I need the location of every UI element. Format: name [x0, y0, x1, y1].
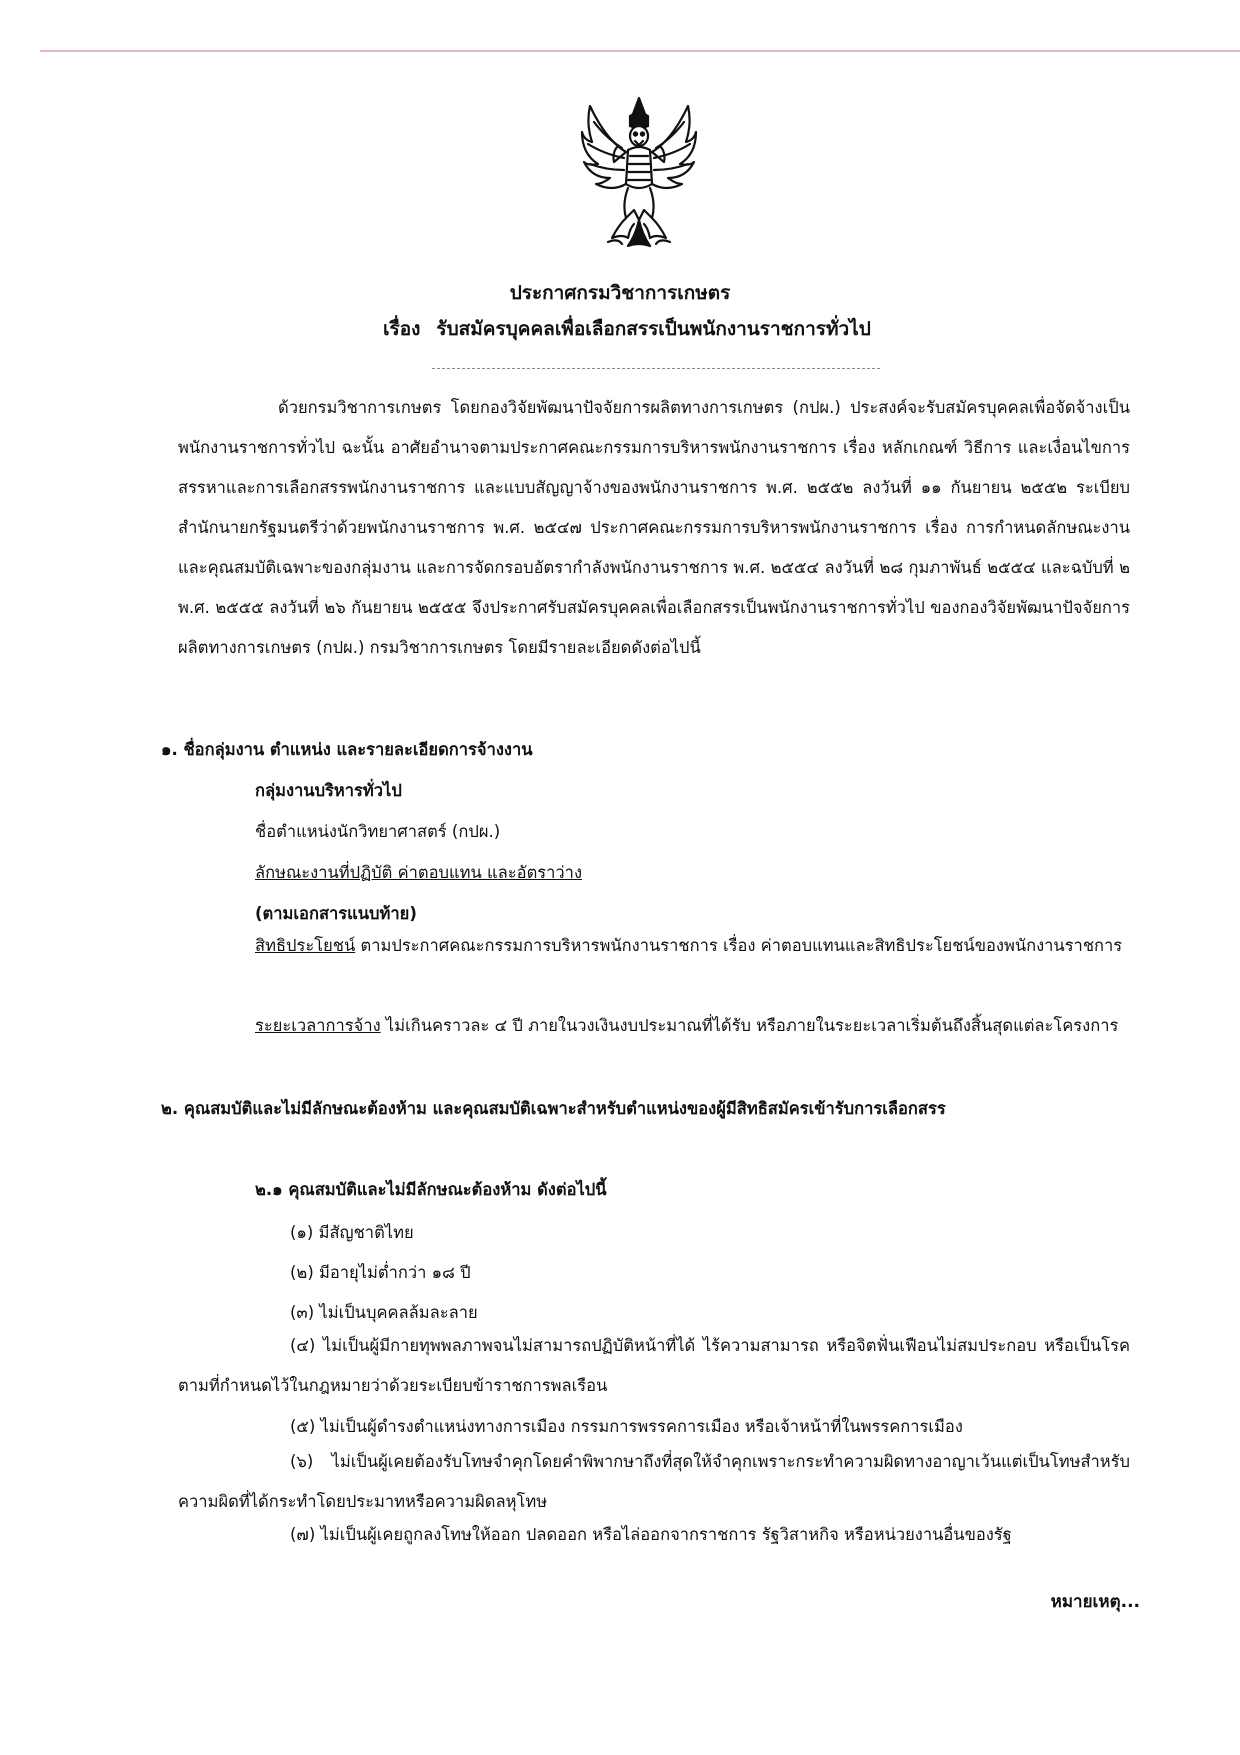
- intro-paragraph: ด้วยกรมวิชาการเกษตร โดยกองวิจัยพัฒนาปัจจัยการผลิตทางการเกษตร (กปผ.) ประสงค์จะรับสมัครบุคคลเพื่อจัดจ้างเป็นพนักงานราชการทั่วไป ฉะนั้น อาศัยอำนาจตามประกาศคณะกรรมการบริหารพนักงานราชการ เรื่อง หลักเกณฑ์ วิธีการ และเงื่อนไขการสรรหาและการเลือกสรรพนักงานราชการ และแบบสัญญาจ้างของพนักงานราชการ พ.ศ. ๒๕๕๒ ลงวันที่ ๑๑ กันยายน ๒๕๕๒ ระเบียบสำนักนายกรัฐมนตรีว่าด้วยพนักงานราชการ พ.ศ. ๒๕๔๗ ประกาศคณะกรรมการบริหารพนักงานราชการ เรื่อง การกำหนดลักษณะงานและคุณสมบัติเฉพาะของกลุ่มงาน และการจัดกรอบอัตรากำลังพนักงานราชการ พ.ศ. ๒๕๕๔ ลงวันที่ ๒๘ กุมภาพันธ์ ๒๕๕๔ และฉบับที่ ๒ พ.ศ. ๒๕๕๕ ลงวันที่ ๒๖ กันยายน ๒๕๕๕ จึงประกาศรับสมัครบุคคลเพื่อเลือกสรรเป็นพนักงานราชการทั่วไป ของกองวิจัยพัฒนาปัจจัยการผลิตทางการเกษตร (กปผ.) กรมวิชาการเกษตร โดยมีรายละเอียดดังต่อไปนี้: [178, 398, 1130, 657]
- section-1-heading: ๑. ชื่อกลุ่มงาน ตำแหน่ง และรายละเอียดการจ้างงาน: [161, 740, 533, 759]
- benefits-text: ตามประกาศคณะกรรมการบริหารพนักงานราชการ เรื่อง ค่าตอบแทนและสิทธิประโยชน์ของพนักงานราชการ: [360, 936, 1123, 955]
- qualification-item: (๒) มีอายุไม่ต่ำกว่า ๑๘ ปี: [290, 1263, 471, 1282]
- qualification-item: (๓) ไม่เป็นบุคคลล้มละลาย: [290, 1303, 478, 1322]
- continued-next-page-marker: หมายเหตุ...: [1050, 1592, 1140, 1612]
- attached-document-note: (ตามเอกสารแนบท้าย): [255, 904, 417, 923]
- benefits-label: สิทธิประโยชน์: [255, 936, 356, 955]
- qualification-item: (๖) ไม่เป็นผู้เคยต้องรับโทษจำคุกโดยคำพิพากษาถึงที่สุดให้จำคุกเพราะกระทำความผิดทางอาญาเว้นแต่เป็นโทษสำหรับความผิดที่ได้กระทำโดยประมาทหรือความผิดลหุโทษ: [178, 1452, 1130, 1511]
- employment-period-label: ระยะเวลาการจ้าง: [255, 1016, 381, 1035]
- garuda-emblem-graphic: [578, 92, 700, 252]
- subject-label: เรื่อง: [383, 318, 421, 340]
- benefits-paragraph: [178, 926, 1130, 966]
- section-2-1-heading: ๒.๑ คุณสมบัติและไม่มีลักษณะต้องห้าม ดังต่อไปนี้: [255, 1180, 607, 1199]
- top-border-line: [40, 50, 1240, 52]
- employment-period-text: ไม่เกินคราวละ ๔ ปี ภายในวงเงินงบประมาณที่ได้รับ หรือภายในระยะเวลาเริ่มต้นถึงสิ้นสุดแต่ละโครงการ: [385, 1016, 1119, 1035]
- employment-period-paragraph: [178, 1006, 1130, 1046]
- announcement-title: ประกาศกรมวิชาการเกษตร: [509, 282, 731, 304]
- section-2-heading: ๒. คุณสมบัติและไม่มีลักษณะต้องห้าม และคุณสมบัติเฉพาะสำหรับตำแหน่งของผู้มีสิทธิสมัครเข้ารับการเลือกสรร: [161, 1099, 946, 1118]
- position-name: ชื่อตำแหน่งนักวิทยาศาสตร์ (กปผ.): [255, 822, 501, 841]
- announcement-subject: [383, 315, 871, 343]
- job-group-name: กลุ่มงานบริหารทั่วไป: [255, 781, 402, 800]
- garuda-emblem-icon: [578, 92, 700, 252]
- title-dashed-divider: [432, 368, 880, 369]
- qualification-item: (๕) ไม่เป็นผู้ดำรงตำแหน่งทางการเมือง กรรมการพรรคการเมือง หรือเจ้าหน้าที่ในพรรคการเมือง: [290, 1417, 963, 1436]
- qualification-item: (๑) มีสัญชาติไทย: [290, 1223, 414, 1242]
- qualification-item: (๗) ไม่เป็นผู้เคยถูกลงโทษให้ออก ปลดออก หรือไล่ออกจากราชการ รัฐวิสาหกิจ หรือหน่วยงานอื่นของรัฐ: [290, 1525, 1012, 1544]
- qualification-item: (๔) ไม่เป็นผู้มีกายทุพพลภาพจนไม่สามารถปฏิบัติหน้าที่ได้ ไร้ความสามารถ หรือจิตฟั่นเฟือนไม่สมประกอบ หรือเป็นโรคตามที่กำหนดไว้ในกฎหมายว่าด้วยระเบียบข้าราชการพลเรือน: [178, 1336, 1130, 1395]
- duties-compensation-label: ลักษณะงานที่ปฏิบัติ ค่าตอบแทน และอัตราว่าง: [255, 863, 582, 882]
- subject-text: รับสมัครบุคคลเพื่อเลือกสรรเป็นพนักงานราชการทั่วไป: [436, 318, 871, 340]
